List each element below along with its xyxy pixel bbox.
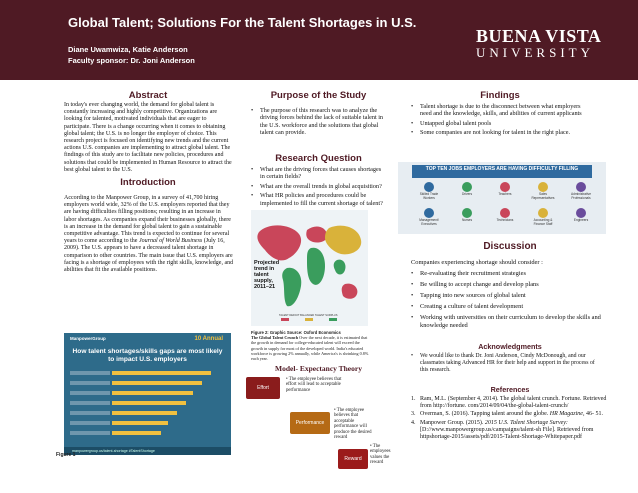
job-icon [576,182,586,192]
job-icon [424,208,434,218]
discussion-lead: Companies experiencing shortage should consider : [411,259,543,266]
rq-item-3: • What HR policies and procedures could be implemented to fill the current shortage of talent? [251,192,386,207]
reference-item-3 [411,420,611,442]
purpose-item: • The purpose of this research was to analyze the driving forces behind the lack of suitable talent in the U.S. workforce and the solutions that global talent can provide. [251,107,386,137]
model-box-performance [290,412,330,434]
introduction-text [64,195,234,274]
figure-1-title: How talent shortages/skills gaps are most likely to impact U.S. employers [72,348,223,363]
job-label: Teachers [498,192,512,196]
figure-1-bar-label [70,401,110,405]
model-box-performance-label: Performance [295,420,325,426]
model-box-effort [246,377,280,399]
discussion-item-2: • Be willing to accept change and develop plans [411,281,611,289]
finding-item-2: • Untapped global talent pools [411,120,591,127]
poster-header [0,0,638,80]
model-box-reward-label: Reward [344,456,362,462]
authors-block [68,44,195,66]
figure-2-overlay-label: Projected trend in talent supply, 2011–21 [254,260,280,290]
figure-1-bar [112,391,193,395]
figure-2-caption-sub: The Global Talent Crunch [251,335,299,341]
abstract-title: Abstract [128,90,168,101]
job-icon [538,208,548,218]
findings-list [411,103,591,139]
manpower-logo: ManpowerGroup [70,336,106,341]
model-note-performance: • The employee believes that acceptable performance will produce the desired reward [334,408,372,441]
figure-1-bar-label [70,391,110,395]
job-label: Engineers [573,218,589,222]
figure-1-infographic [64,333,231,455]
authors: Diane Uwamwiza, Katie Anderson [68,45,188,54]
faculty-sponsor: Faculty sponsor: Dr. Joni Anderson [68,56,195,65]
research-question-list [251,166,386,209]
figure-1-bar-label [70,431,110,435]
model-box-effort-label: Effort [257,385,269,391]
reference-text-b: [D://www.manpowergroup.us/campaigns/talent-sh File]. Retrieved from httpshortage-2015/assets/pdf/2015-Talent-Shortage-Whitepaper.pdf [420,426,594,441]
references-list [411,396,611,442]
acknowledgments-title: Acknowledgments [478,342,542,351]
annual-badge: 10 Annual [194,336,223,342]
job-label: Management/ Executives [419,218,439,226]
figure-1-footer: manpowergroup.us/talent-shortage #TalentShortage [64,447,231,455]
figure-2-caption-body: Over the next decade, it is estimated that the growth in demand for college-educated talent will exceed the growth in supply for most of the developed world. India's educated workforce is growing 2% annually, while America's is shrinking 0.8% each year. [251,335,369,362]
reference-text-b: , 46- 51. [582,411,603,418]
intro-text-b: (July 16, 2009). The U.S. appears to have a decreased talent shortage in comparison to other countries. The main issue that U.S. employers are facing is a shortage of employees with the right skills, knowledge, and abilities that fit the available positions. [64,238,234,274]
university-logo [476,26,601,61]
reference-number: 1. [411,396,416,402]
intro-text-a: According to the Manpower Group, in a survey of 41,700 hiring employers world wide, 32% of the U.S. employers reported that they are having difficulties filling positions; resulting in an increase in labor shortages. As companies expand their businesses globally, there is an increase in the demand for global talent to gain a sustainable competitive advantage. This trend is expected to continue for several years to come according to the [64,195,231,245]
reference-item-2 [411,411,611,418]
discussion-item-1: • Re-evaluating their recruitment strategies [411,270,611,278]
job-label: Accounting & Finance Staff [533,218,553,226]
job-label: Nurses [461,218,473,222]
job-label: Drivers [461,192,473,196]
model-note-performance-text: The employee believes that acceptable performance will produce the desired reward [334,408,372,441]
reference-item-1 [411,396,611,410]
job-icon [424,182,434,192]
figure-1-bar [112,381,202,385]
figure-1-bar [112,411,177,415]
finding-item-1: • Talent shortage is due to the disconnect between what employers need and the knowledge, skills, and abilities of current applicants [411,103,591,118]
discussion-list [411,270,611,333]
job-label: Sales Representatives [531,192,555,200]
model-note-effort: • The employee believes that effort will lead to acceptable performance [286,377,342,393]
job-label: Skilled Trade Workers [419,192,439,200]
job-icon [462,208,472,218]
figure-1-caption: Figure 1 [56,452,76,458]
abstract-text: In today's ever changing world, the demand for global talent is constantly increasing and highly competitive. Organizations are looking for talented, motivated individuals that are eager to participate. There is a change occurring when it comes to obtaining global talent; the U.S. is no longer the employer of choice. This research project is focused on identifying new trends and the current actions U.S. companies are implementing to attract global talent. The findings of this study are to facilitate new policies, procedures and solutions that could be implemented in Human Resource to attract the best global talent to the U.S. [64,102,232,173]
discussion-item-3: • Tapping into new sources of global talent [411,292,611,300]
figure-2-caption-title: Figure 2: Graphic Source: Oxford Economics [251,330,341,335]
findings-title: Findings [480,90,520,101]
reference-text-a: Overman, S. (2016). Tapping talent around the globe. [420,411,550,418]
introduction-title: Introduction [120,177,176,188]
reference-text: Ram, M.L. (September 4, 2014). The global talent crunch. Fortune. Retrieved from http://fortune. com/2014/09/04/the-global-talent-crunch/ [420,396,607,410]
reference-text-a: Manpower Group. (2015). [420,419,485,426]
figure-1-bar-label [70,381,110,385]
job-icon [576,208,586,218]
job-label: Technicians [496,218,514,222]
top-ten-title: TOP TEN JOBS EMPLOYERS ARE HAVING DIFFICULTY FILLING [412,165,592,178]
acknowledgment-item: • We would like to thank Dr. Joni Anderson, Cindy McDonough, and our classmates taking Advanced HR for their help and support in the process of this research. [411,353,601,374]
model-box-reward [338,449,368,469]
model-note-reward: • The employees values the reward [370,444,391,466]
reference-title: 2015 U.S. Talent Shortage Survey: [484,419,568,426]
purpose-title: Purpose of the Study [270,90,367,101]
logo-line-2: UNIVERSITY [476,45,594,60]
research-question-title: Research Question [275,153,362,164]
figure-2-caption-text [251,335,369,361]
discussion-title: Discussion [483,241,537,252]
intro-journal: Journal of World Business [138,238,203,245]
job-icon [462,182,472,192]
discussion-item-4: • Creating a culture of talent development [411,303,611,311]
poster-title: Global Talent; Solutions For the Talent Shortages in U.S. [68,15,417,30]
rq-item-2: • What are the overall trends in global acquisition? [251,183,386,190]
purpose-list [251,107,386,139]
logo-line-1: BUENA VISTA [476,26,602,46]
figure-2-map [251,210,368,326]
figure-2-caption [251,330,369,361]
reference-journal: HR Magazine [549,411,583,418]
figure-1-bar-label [70,411,110,415]
job-icon [500,182,510,192]
top-ten-jobs-graphic [398,162,606,234]
job-label: Administrative Professionals [570,192,592,200]
reference-number: 3. [411,411,416,418]
job-icon [538,182,548,192]
figure-1-bar-label [70,421,110,425]
figure-1-bar [112,371,211,375]
figure-1-bar-label [70,371,110,375]
model-title: Model- Expectancy Theory [275,364,362,373]
figure-1-bar [112,401,186,405]
model-note-effort-text: The employee believes that effort will lead to acceptable performance [286,377,342,393]
finding-item-3: • Some companies are not looking for talent in the right place. [411,129,591,136]
model-note-reward-text: The employees values the reward [370,444,391,466]
discussion-item-5: • Working with universities on their curriculum to develop the skills and knowledge needed [411,314,611,330]
figure-1-bar [112,421,168,425]
reference-number: 4. [411,419,416,426]
rq-item-1: • What are the driving forces that causes shortages in certain fields? [251,166,386,181]
acknowledgments-list [411,353,601,376]
job-icon [500,208,510,218]
figure-1-bar [112,431,161,435]
references-title: References [490,385,530,394]
figure-2-legend: TALENT DEFICIT BALANCED TALENT SURPLUS [279,314,338,317]
